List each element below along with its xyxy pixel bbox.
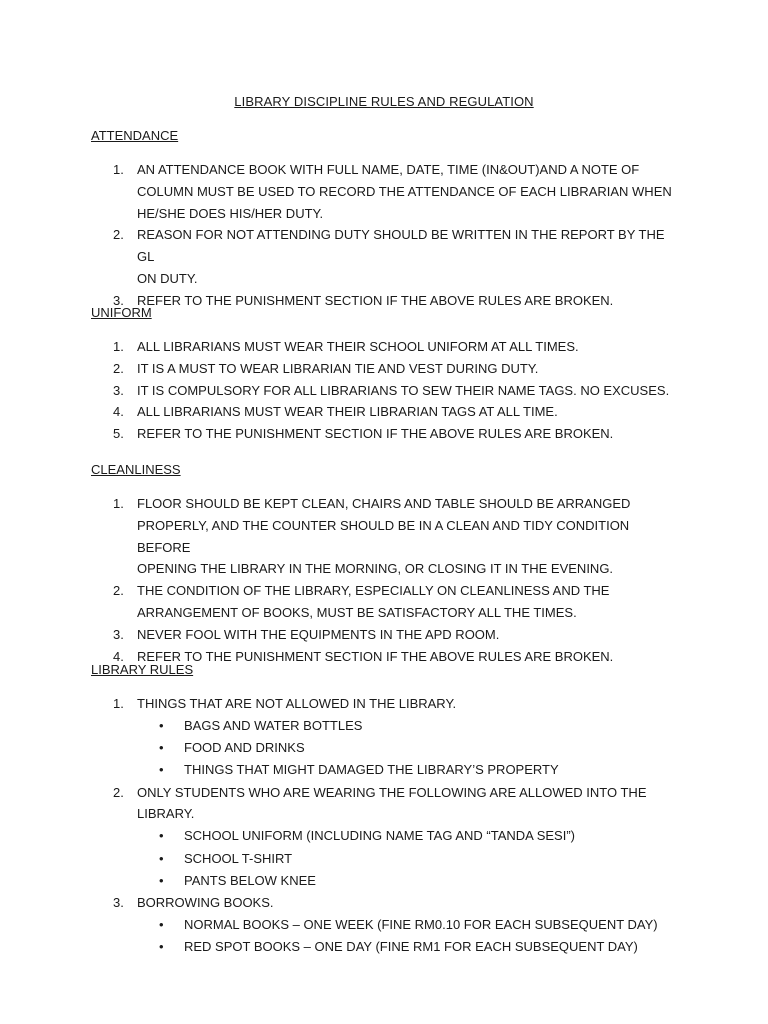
- list-item: [0, 380, 768, 402]
- list-item-number: 1.: [113, 339, 124, 354]
- list-item-number: 3.: [113, 626, 124, 642]
- document-title: LIBRARY DISCIPLINE RULES AND REGULATION: [234, 94, 534, 109]
- list-item-line: IT IS A MUST TO WEAR LIBRARIAN TIE AND VEST DURING DUTY.: [137, 360, 539, 376]
- bullet-item: [0, 715, 768, 737]
- bullet-item: [0, 936, 768, 958]
- bullet-item-text: SCHOOL T-SHIRT: [184, 850, 293, 866]
- bullet-icon: •: [159, 762, 164, 778]
- bullet-item: [0, 870, 768, 892]
- list-item-line: ARRANGEMENT OF BOOKS, MUST BE SATISFACTORY ALL THE TIMES.: [137, 604, 577, 620]
- list-item: [0, 159, 768, 224]
- bullet-icon: •: [159, 872, 164, 888]
- list-item: [0, 892, 768, 914]
- list-item-number: 2.: [113, 583, 124, 599]
- bullet-item-text: BAGS AND WATER BOTTLES: [184, 717, 363, 733]
- list-item-line: ONLY STUDENTS WHO ARE WEARING THE FOLLOWING ARE ALLOWED INTO THE: [137, 784, 647, 800]
- list-item-number: 1.: [113, 496, 124, 511]
- section-heading-attendance: ATTENDANCE: [91, 128, 179, 143]
- list-item: [0, 336, 768, 358]
- bullet-icon: •: [159, 828, 164, 844]
- list-item: [0, 624, 768, 646]
- list-item-number: 3.: [113, 382, 124, 398]
- list-item-line: PROPERLY, AND THE COUNTER SHOULD BE IN A CLEAN AND TIDY CONDITION BEFORE: [137, 517, 630, 555]
- attendance-list: [0, 159, 768, 312]
- list-item-line: ON DUTY.: [137, 270, 198, 286]
- list-item-line: IT IS COMPULSORY FOR ALL LIBRARIANS TO SEW THEIR NAME TAGS. NO EXCUSES.: [137, 382, 670, 398]
- library-rules-list: [0, 693, 768, 959]
- list-item-line: AN ATTENDANCE BOOK WITH FULL NAME, DATE, TIME (IN&OUT)AND A NOTE OF: [137, 162, 640, 177]
- uniform-list: [0, 336, 768, 445]
- list-item-line: COLUMN MUST BE USED TO RECORD THE ATTENDANCE OF EACH LIBRARIAN WHEN: [137, 183, 672, 199]
- list-item-number: 3.: [113, 895, 124, 911]
- list-item-number: 4.: [113, 648, 124, 664]
- bullet-item: [0, 914, 768, 936]
- list-item-line: REFER TO THE PUNISHMENT SECTION IF THE ABOVE RULES ARE BROKEN.: [137, 426, 614, 442]
- list-item: [0, 782, 768, 826]
- cleanliness-list: [0, 493, 768, 667]
- bullet-item-text: FOOD AND DRINKS: [184, 740, 305, 756]
- list-item-line: THE CONDITION OF THE LIBRARY, ESPECIALLY ON CLEANLINESS AND THE: [137, 583, 610, 599]
- list-item-number: 2.: [113, 227, 124, 243]
- bullet-item-text: SCHOOL UNIFORM (INCLUDING NAME TAG AND “TANDA SESI”): [184, 828, 575, 844]
- bullet-item-text: RED SPOT BOOKS – ONE DAY (FINE RM1 FOR EACH SUBSEQUENT DAY): [184, 939, 638, 955]
- bullet-item: [0, 825, 768, 847]
- list-item-line: ALL LIBRARIANS MUST WEAR THEIR LIBRARIAN TAGS AT ALL TIME.: [137, 404, 558, 420]
- list-item-line: THINGS THAT ARE NOT ALLOWED IN THE LIBRARY.: [137, 696, 457, 711]
- list-item: [0, 493, 768, 580]
- bullet-icon: •: [159, 717, 164, 733]
- list-item: [0, 401, 768, 423]
- bullet-icon: •: [159, 939, 164, 955]
- bullet-icon: •: [159, 850, 164, 866]
- list-item-line: ALL LIBRARIANS MUST WEAR THEIR SCHOOL UNIFORM AT ALL TIMES.: [137, 339, 579, 354]
- bullet-item-text: THINGS THAT MIGHT DAMAGED THE LIBRARY’S PROPERTY: [184, 762, 559, 778]
- list-item: [0, 224, 768, 289]
- list-item-line: HE/SHE DOES HIS/HER DUTY.: [137, 205, 324, 221]
- list-item-number: 3.: [113, 292, 124, 308]
- list-item: [0, 358, 768, 380]
- list-item-number: 1.: [113, 162, 124, 177]
- list-item-line: REASON FOR NOT ATTENDING DUTY SHOULD BE WRITTEN IN THE REPORT BY THE GL: [137, 227, 665, 265]
- list-item-number: 5.: [113, 426, 124, 442]
- bullet-item: [0, 759, 768, 781]
- section-heading-cleanliness: CLEANLINESS: [91, 462, 181, 477]
- list-item-line: NEVER FOOL WITH THE EQUIPMENTS IN THE APD ROOM.: [137, 626, 500, 642]
- bullet-icon: •: [159, 916, 164, 932]
- list-item-number: 1.: [113, 696, 124, 711]
- list-item-line: OPENING THE LIBRARY IN THE MORNING, OR CLOSING IT IN THE EVENING.: [137, 561, 614, 577]
- list-item: [0, 580, 768, 624]
- list-item-line: REFER TO THE PUNISHMENT SECTION IF THE ABOVE RULES ARE BROKEN.: [137, 648, 614, 664]
- list-item-number: 2.: [113, 784, 124, 800]
- section-heading-uniform: UNIFORM: [91, 305, 152, 320]
- list-item-number: 2.: [113, 360, 124, 376]
- list-item: [0, 693, 768, 715]
- bullet-item: [0, 737, 768, 759]
- list-item-line: REFER TO THE PUNISHMENT SECTION IF THE ABOVE RULES ARE BROKEN.: [137, 292, 614, 308]
- bullet-item-text: PANTS BELOW KNEE: [184, 872, 316, 888]
- bullet-item-text: NORMAL BOOKS – ONE WEEK (FINE RM0.10 FOR EACH SUBSEQUENT DAY): [184, 916, 658, 932]
- list-item-line: FLOOR SHOULD BE KEPT CLEAN, CHAIRS AND TABLE SHOULD BE ARRANGED: [137, 496, 631, 511]
- section-heading-library-rules: LIBRARY RULES: [91, 662, 194, 677]
- list-item-line: BORROWING BOOKS.: [137, 895, 274, 911]
- list-item: [0, 423, 768, 445]
- bullet-item: [0, 848, 768, 870]
- list-item-line: LIBRARY.: [137, 806, 195, 822]
- bullet-icon: •: [159, 740, 164, 756]
- list-item-number: 4.: [113, 404, 124, 420]
